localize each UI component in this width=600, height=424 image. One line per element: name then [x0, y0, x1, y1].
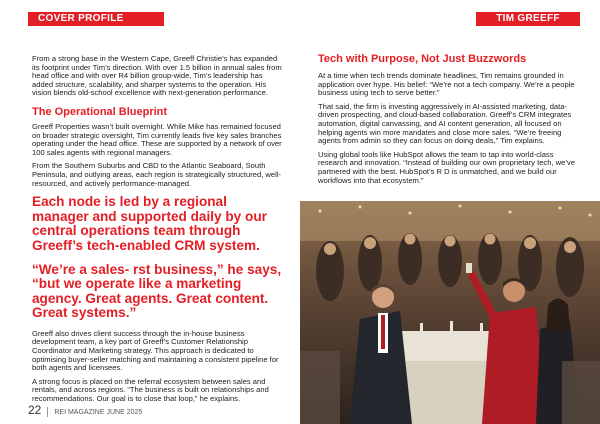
event-photo — [300, 201, 600, 424]
page-footer — [28, 403, 142, 417]
left-paragraph-3: From the Southern Suburbs and CBD to the Atlantic Seaboard, South Peninsula, and outlying areas, each region is strategically structured, well-resourced, and actively performance-managed. — [32, 161, 282, 188]
left-paragraph-5: A strong focus is placed on the referral ecosystem between sales and rentals, and across regions. “The business is built on relationships and recommendations. Our goal is to close that loop,” he explains. — [32, 376, 269, 404]
pull-quote-1: Each node is led by a regional manager and supported daily by our central operations team through Greeff’s tech-enabled CRM system. — [32, 194, 267, 253]
left-paragraph-2: Greeff Properties wasn’t built overnight. While Mike has remained focused on broader strategic oversight, Tim currently leads five key sales branches operating under the head office. These are supported by a network of over 100 sales agents with regional managers. — [32, 121, 282, 157]
right-paragraph-3: Using global tools like HubSpot allows the team to tap into world-class research and innovation. “Instead of building our own proprietary tech, we’ve partnered with the best. HubSpot’s R D is unmatched, and we build our workflows into that ecosystem.” — [318, 149, 576, 185]
section-tab-cover-profile: COVER PROFILE — [28, 12, 164, 26]
footer-divider — [47, 407, 48, 417]
left-paragraph-4: Greeff also drives client success through the in-house business development team, a key part of Greeff’s Customer Relationship Coordinator and Marketing strategy. This approach is dedicated to optimising buyer-seller matching and maintaining a consistent pipeline for both agents and licensees. — [32, 328, 279, 373]
right-paragraph-2: That said, the firm is investing aggressively in AI-assisted marketing, data-driven prospecting, and cloud-based collaboration. Greeff’s CRM integrates automation, digital canvassing, and AI content generation, all focused on helping agents win more mandates and close more sales. “We’re freeing agents from admin so they can focus on doing deals,” Tim explains. — [318, 101, 572, 146]
right-paragraph-1: At a time when tech trends dominate headlines, Tim remains grounded in application over hype. His belief: “We’re not a tech company. We’re a people business using tech to serve better.” — [318, 71, 575, 98]
event-photo-illustration — [300, 201, 600, 424]
page-number: 22 — [28, 403, 42, 417]
operational-blueprint-heading: The Operational Blueprint — [32, 105, 168, 118]
section-tab-subject-name: TIM GREEFF — [476, 12, 580, 26]
left-paragraph-1: From a strong base in the Western Cape, Greeff Christie’s has expanded its footprint under Tim’s direction. With over 1.5 billion in annual sales from head office and with over R4 billion group-wide, Tim’s leadership has added structure, scalability, and sharper systems to the operation. His vision blends old-school excellence with next-generation performance. — [32, 54, 282, 98]
left-column — [32, 55, 284, 409]
pull-quote-2: “We’re a sales- rst business,” he says, “but we operate like a marketing agency. Great agents. Great content. Great systems.” — [32, 261, 282, 321]
magazine-issue: REI MAGAZINE JUNE 2025 — [54, 409, 143, 416]
right-column — [318, 72, 576, 190]
tech-purpose-heading: Tech with Purpose, Not Just Buzzwords — [318, 53, 527, 65]
